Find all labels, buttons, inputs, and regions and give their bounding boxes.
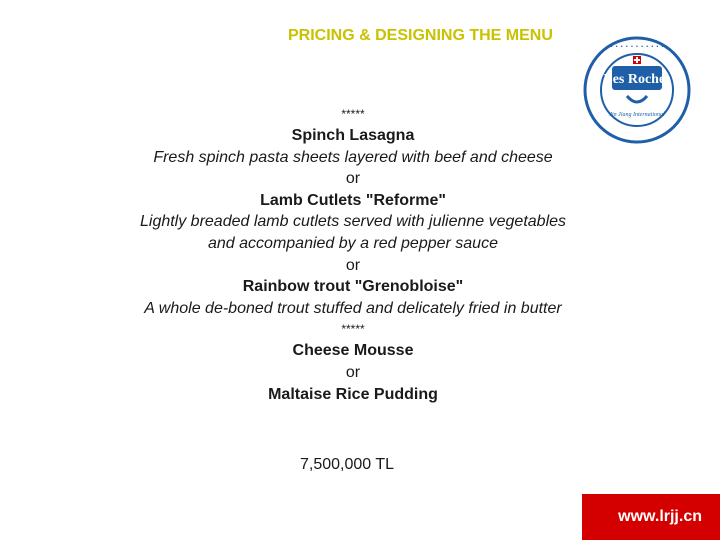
main-course-1: Spinch Lasagna xyxy=(291,127,415,144)
or-text: or xyxy=(345,170,361,188)
separator-stars: ***** xyxy=(341,107,365,121)
les-roches-logo xyxy=(583,36,691,144)
footer-url[interactable]: www.lrjj.cn xyxy=(618,508,702,525)
footer-banner xyxy=(582,494,720,540)
dessert-2: Maltaise Rice Pudding xyxy=(268,385,438,403)
svg-text:· · · · · · · · · · ·: · · · · · · · · · · · xyxy=(610,43,664,51)
main-course-3: Rainbow trout "Grenobloise" xyxy=(242,278,464,296)
menu-price: 7,500,000 TL xyxy=(300,456,395,473)
main-course-2: Lamb Cutlets "Reforme" xyxy=(260,191,446,209)
or-text: or xyxy=(345,256,361,274)
or-text: or xyxy=(345,363,361,381)
logo-subtitle: Jin Jiang International xyxy=(609,112,665,118)
page-title: PRICING & DESIGNING THE MENU xyxy=(288,27,553,44)
main-course-2-description-line2: and accompanied by a red pepper sauce xyxy=(208,234,498,252)
main-course-2-description-line1: Lightly breaded lamb cutlets served with julienne vegetables xyxy=(139,213,567,231)
menu-card xyxy=(108,104,598,405)
main-course-1-description: Fresh spinch pasta sheets layered with beef and cheese xyxy=(153,148,553,166)
logo-brand: Les Roches xyxy=(603,72,671,87)
dessert-1: Cheese Mousse xyxy=(292,342,414,360)
main-course-3-description: A whole de-boned trout stuffed and delicately fried in butter xyxy=(144,299,562,317)
separator-stars: ***** xyxy=(341,322,365,337)
